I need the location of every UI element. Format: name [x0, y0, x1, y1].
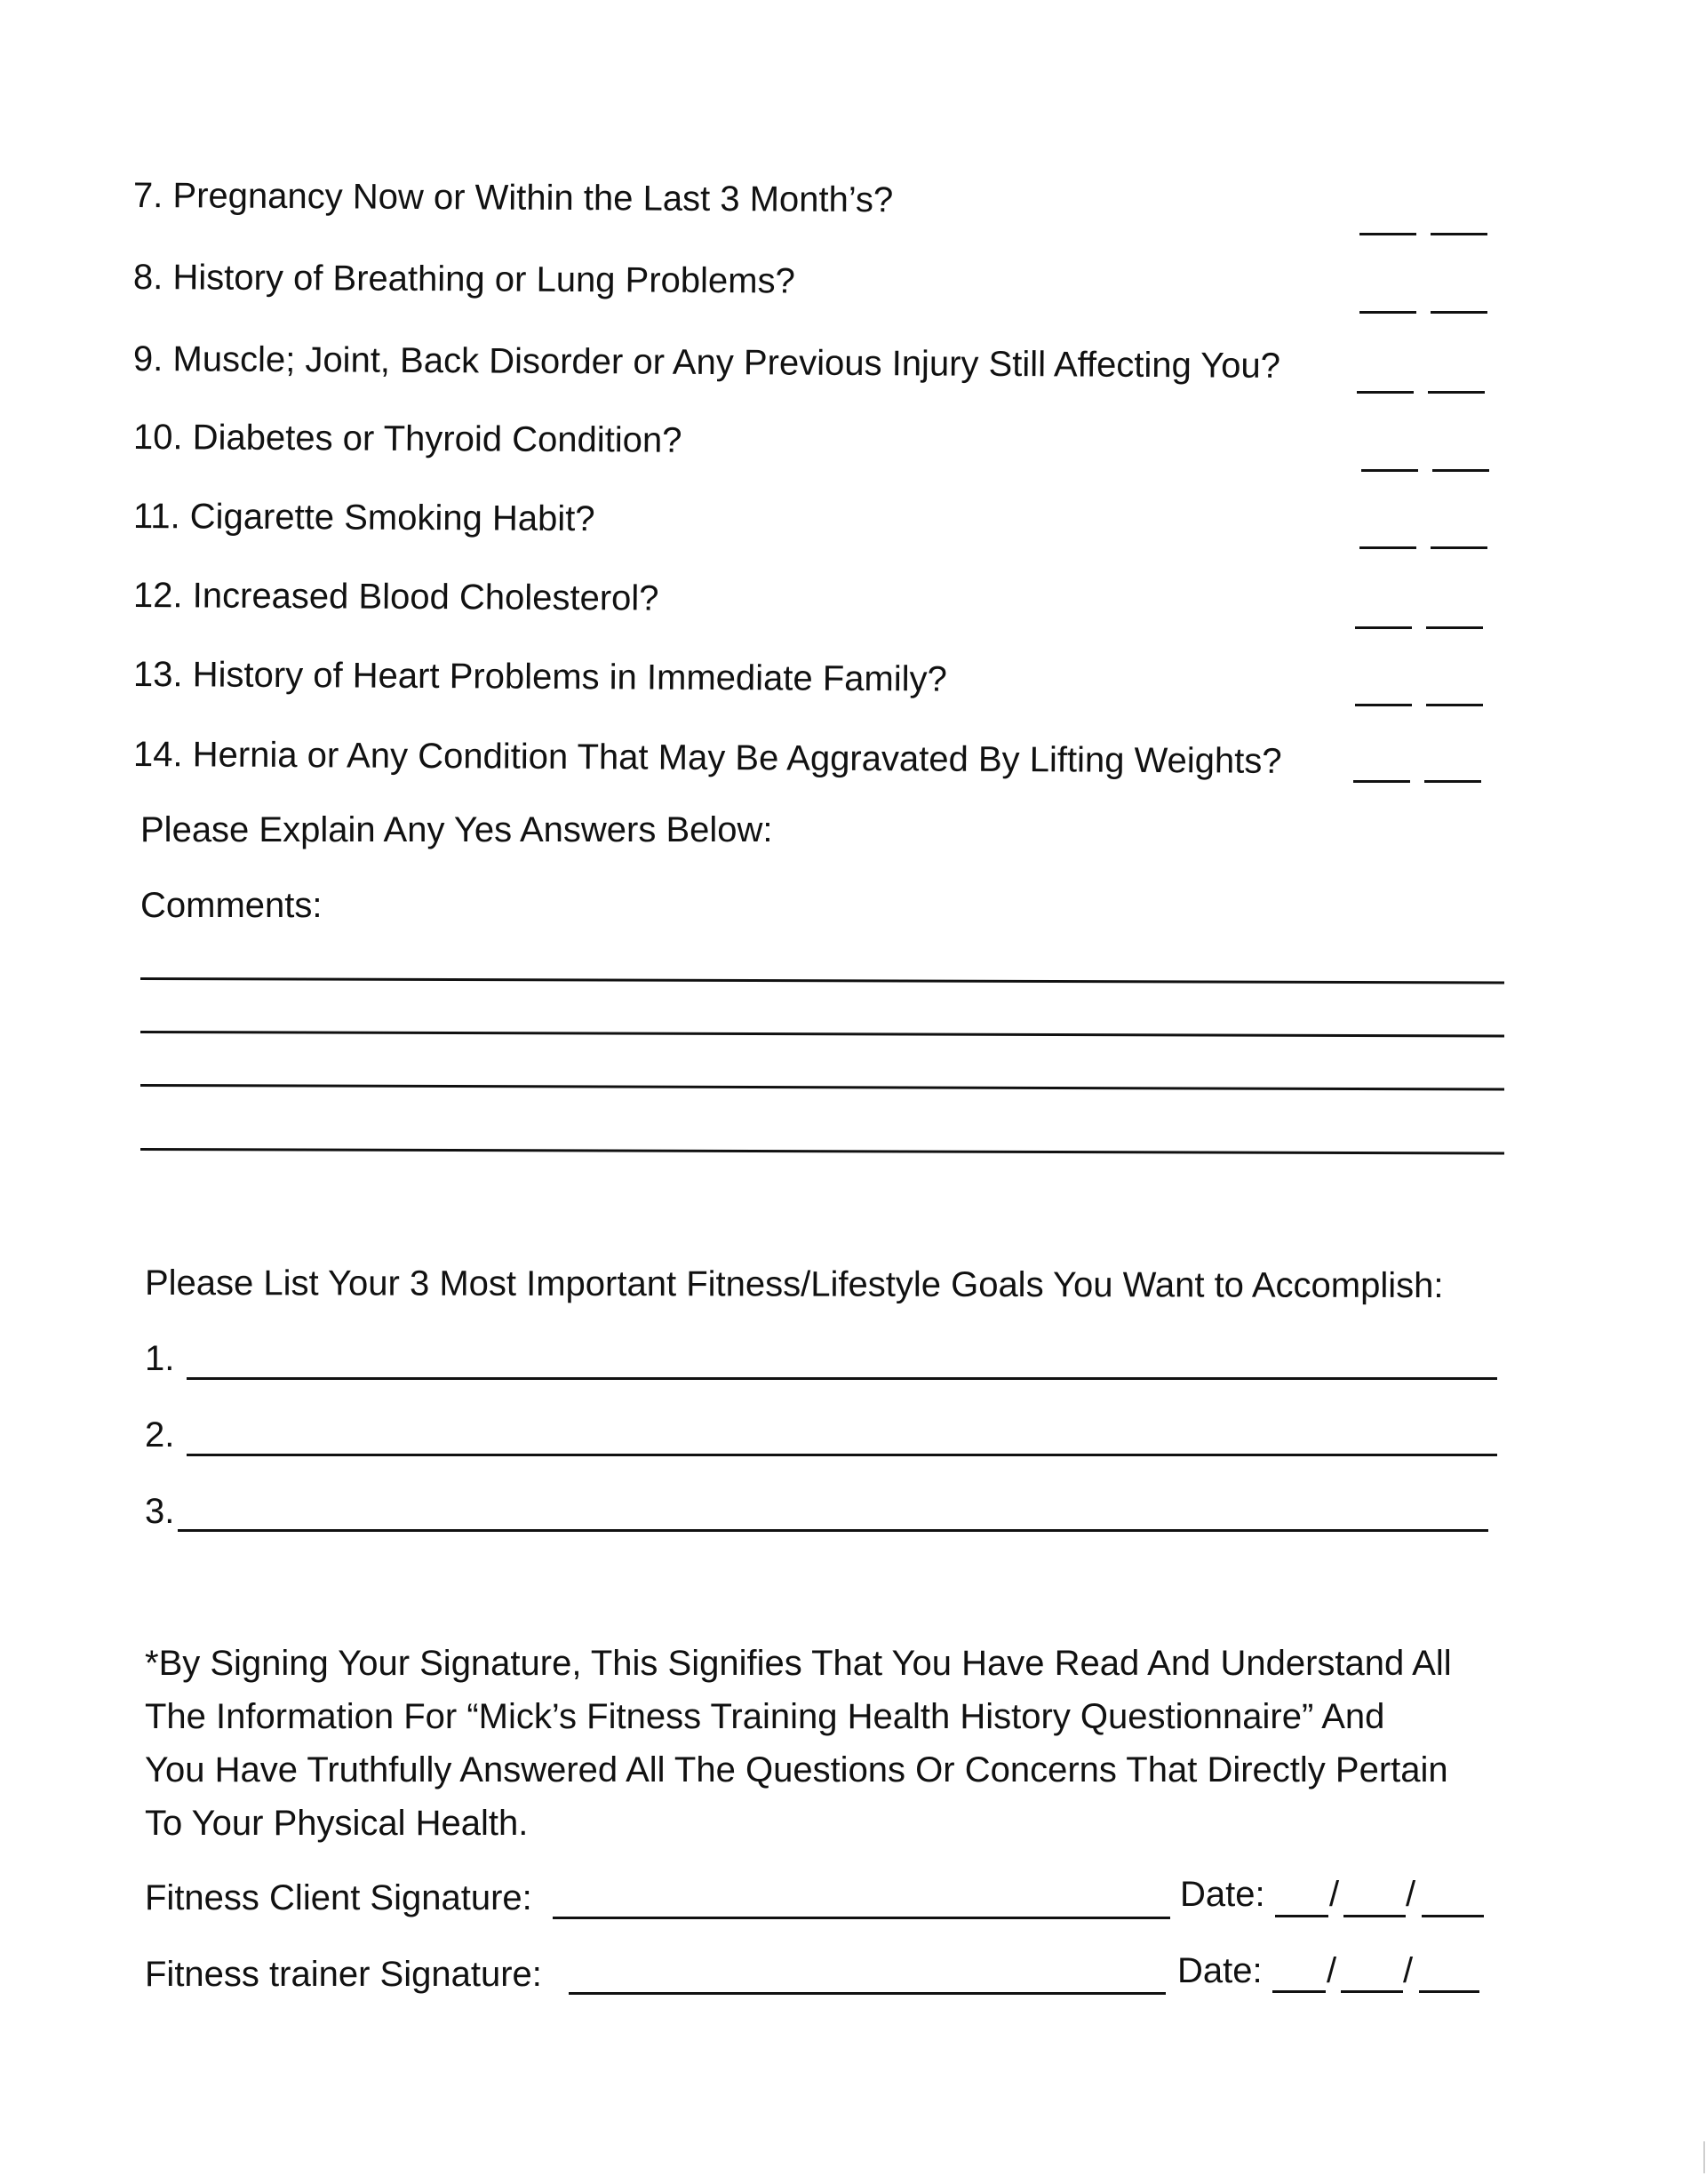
- question-9: 9. Muscle; Joint, Back Disorder or Any Previous Injury Still Affecting You?: [132, 339, 1281, 386]
- goal-line-2[interactable]: [187, 1454, 1497, 1456]
- comment-line-4[interactable]: [140, 1148, 1504, 1155]
- comment-line-3[interactable]: [140, 1084, 1504, 1091]
- scan-edge-mark: [1703, 2141, 1705, 2173]
- answer-blanks-13[interactable]: [1355, 704, 1488, 706]
- answer-blanks-12[interactable]: [1355, 626, 1488, 629]
- client-date-slash-2: /: [1406, 1875, 1416, 1914]
- answer-blanks-7[interactable]: [1359, 233, 1493, 235]
- client-signature-label: Fitness Client Signature:: [145, 1878, 532, 1917]
- answer-blanks-10[interactable]: [1361, 469, 1495, 472]
- trainer-date-year[interactable]: [1419, 1990, 1479, 1993]
- question-13: 13. History of Heart Problems in Immediate Family?: [132, 655, 947, 699]
- question-12: 12. Increased Blood Cholesterol?: [132, 576, 659, 618]
- question-14: 14. Hernia or Any Condition That May Be Aggravated By Lifting Weights?: [132, 735, 1282, 781]
- client-date-slash-1: /: [1329, 1875, 1340, 1914]
- question-10: 10. Diabetes or Thyroid Condition?: [132, 418, 682, 460]
- answer-blanks-8[interactable]: [1359, 311, 1493, 314]
- trainer-date-day[interactable]: [1341, 1990, 1403, 1993]
- trainer-signature-line[interactable]: [569, 1992, 1166, 1995]
- comment-line-2[interactable]: [140, 1031, 1504, 1038]
- goal-number-3: 3.: [145, 1492, 175, 1531]
- goal-number-1: 1.: [145, 1339, 175, 1378]
- goal-line-3[interactable]: [178, 1529, 1488, 1532]
- client-date-label: Date:: [1180, 1875, 1265, 1914]
- client-date-year[interactable]: [1422, 1915, 1484, 1917]
- goal-number-2: 2.: [145, 1415, 175, 1455]
- question-8: 8. History of Breathing or Lung Problems?: [132, 258, 795, 301]
- answer-blanks-14[interactable]: [1353, 780, 1487, 783]
- comment-line-1[interactable]: [140, 977, 1504, 984]
- disclaimer-line-3: You Have Truthfully Answered All The Questions Or Concerns That Directly Pertain: [145, 1750, 1448, 1789]
- disclaimer-line-1: *By Signing Your Signature, This Signifies That You Have Read And Understand All: [145, 1644, 1452, 1683]
- goal-line-1[interactable]: [187, 1377, 1497, 1380]
- client-signature-line[interactable]: [553, 1917, 1170, 1919]
- disclaimer-line-4: To Your Physical Health.: [145, 1804, 529, 1843]
- signature-disclaimer: [145, 1637, 1513, 1850]
- trainer-date-label: Date:: [1177, 1951, 1263, 1990]
- explain-prompt: Please Explain Any Yes Answers Below:: [140, 810, 773, 849]
- trainer-date-slash-1: /: [1327, 1951, 1337, 1990]
- question-7: 7. Pregnancy Now or Within the Last 3 Month’s?: [132, 176, 894, 220]
- trainer-date-slash-2: /: [1403, 1951, 1414, 1990]
- answer-blanks-9[interactable]: [1357, 391, 1490, 394]
- question-11: 11. Cigarette Smoking Habit?: [132, 497, 595, 539]
- trainer-date-month[interactable]: [1272, 1990, 1326, 1993]
- client-date-month[interactable]: [1275, 1915, 1328, 1917]
- comments-label: Comments:: [140, 886, 323, 925]
- disclaimer-line-2: The Information For “Mick’s Fitness Training Health History Questionnaire” And: [145, 1697, 1385, 1736]
- trainer-signature-label: Fitness trainer Signature:: [145, 1955, 542, 1994]
- client-date-day[interactable]: [1343, 1915, 1406, 1917]
- goals-prompt: Please List Your 3 Most Important Fitness/Lifestyle Goals You Want to Accomplish:: [144, 1263, 1444, 1306]
- answer-blanks-11[interactable]: [1359, 546, 1493, 549]
